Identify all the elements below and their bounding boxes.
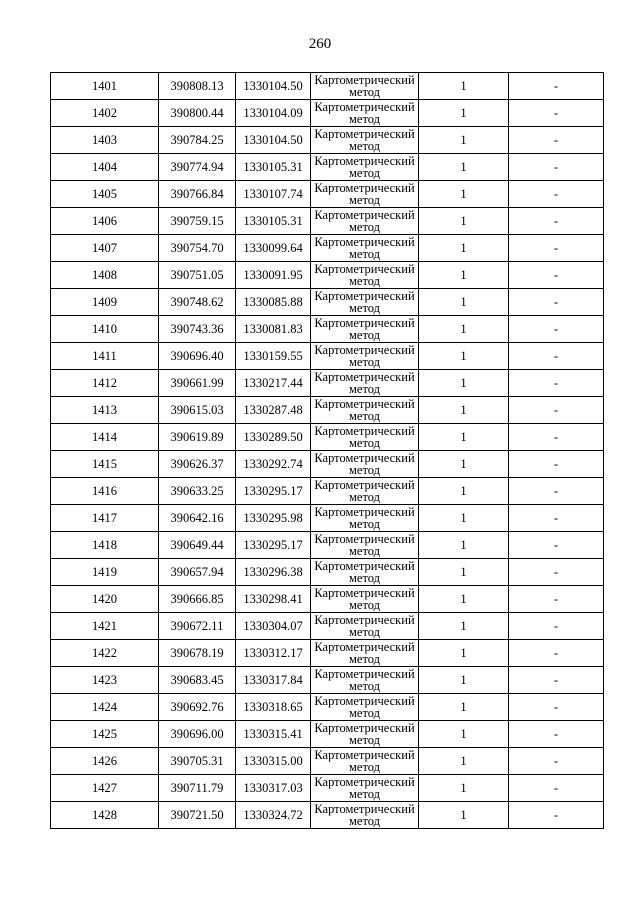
x-coordinate-cell: 390633.25 — [159, 478, 236, 505]
x-coordinate-cell: 390751.05 — [159, 262, 236, 289]
y-coordinate-cell: 1330295.17 — [236, 478, 311, 505]
x-coordinate-cell: 390808.13 — [159, 73, 236, 100]
y-coordinate-cell: 1330107.74 — [236, 181, 311, 208]
note-cell: - — [509, 586, 604, 613]
x-coordinate-cell: 390754.70 — [159, 235, 236, 262]
point-number-cell: 1416 — [51, 478, 159, 505]
method-line-1: Картометрический — [314, 208, 415, 222]
x-coordinate-cell: 390800.44 — [159, 100, 236, 127]
accuracy-cell: 1 — [419, 478, 509, 505]
point-number-cell: 1426 — [51, 748, 159, 775]
method-line-1: Картометрический — [314, 424, 415, 438]
method-line-1: Картометрический — [314, 586, 415, 600]
point-number-cell: 1423 — [51, 667, 159, 694]
note-cell: - — [509, 613, 604, 640]
accuracy-cell: 1 — [419, 775, 509, 802]
accuracy-cell: 1 — [419, 748, 509, 775]
method-cell — [311, 424, 419, 451]
table-row — [51, 640, 604, 667]
x-coordinate-cell: 390678.19 — [159, 640, 236, 667]
x-coordinate-cell: 390784.25 — [159, 127, 236, 154]
y-coordinate-cell: 1330289.50 — [236, 424, 311, 451]
table-row — [51, 100, 604, 127]
method-line-2: метод — [348, 598, 380, 612]
method-line-1: Картометрический — [314, 370, 415, 384]
method-line-1: Картометрический — [314, 667, 415, 681]
note-cell: - — [509, 640, 604, 667]
note-cell: - — [509, 100, 604, 127]
method-line-2: метод — [348, 112, 380, 126]
y-coordinate-cell: 1330304.07 — [236, 613, 311, 640]
method-cell — [311, 478, 419, 505]
method-cell — [311, 127, 419, 154]
y-coordinate-cell: 1330099.64 — [236, 235, 311, 262]
accuracy-cell: 1 — [419, 127, 509, 154]
method-line-2: метод — [348, 301, 380, 315]
method-line-1: Картометрический — [314, 127, 415, 141]
method-line-1: Картометрический — [314, 451, 415, 465]
y-coordinate-cell: 1330105.31 — [236, 154, 311, 181]
method-cell — [311, 181, 419, 208]
y-coordinate-cell: 1330318.65 — [236, 694, 311, 721]
y-coordinate-cell: 1330217.44 — [236, 370, 311, 397]
note-cell: - — [509, 262, 604, 289]
method-line-1: Картометрический — [314, 559, 415, 573]
y-coordinate-cell: 1330159.55 — [236, 343, 311, 370]
note-cell: - — [509, 451, 604, 478]
method-line-2: метод — [348, 490, 380, 504]
table-row — [51, 343, 604, 370]
method-line-2: метод — [348, 787, 380, 801]
table-row — [51, 748, 604, 775]
method-cell — [311, 370, 419, 397]
table-row — [51, 451, 604, 478]
method-line-2: метод — [348, 652, 380, 666]
method-cell — [311, 73, 419, 100]
note-cell: - — [509, 181, 604, 208]
accuracy-cell: 1 — [419, 397, 509, 424]
x-coordinate-cell: 390666.85 — [159, 586, 236, 613]
method-line-1: Картометрический — [314, 154, 415, 168]
note-cell: - — [509, 721, 604, 748]
point-number-cell: 1404 — [51, 154, 159, 181]
note-cell: - — [509, 505, 604, 532]
method-cell — [311, 694, 419, 721]
method-cell — [311, 613, 419, 640]
y-coordinate-cell: 1330315.00 — [236, 748, 311, 775]
y-coordinate-cell: 1330312.17 — [236, 640, 311, 667]
point-number-cell: 1402 — [51, 100, 159, 127]
method-line-1: Картометрический — [314, 235, 415, 249]
method-cell — [311, 289, 419, 316]
table-row — [51, 694, 604, 721]
x-coordinate-cell: 390642.16 — [159, 505, 236, 532]
method-line-2: метод — [348, 193, 380, 207]
y-coordinate-cell: 1330292.74 — [236, 451, 311, 478]
x-coordinate-cell: 390766.84 — [159, 181, 236, 208]
note-cell: - — [509, 802, 604, 829]
table-row — [51, 505, 604, 532]
note-cell: - — [509, 208, 604, 235]
method-line-1: Картометрический — [314, 775, 415, 789]
table-row — [51, 262, 604, 289]
point-number-cell: 1408 — [51, 262, 159, 289]
y-coordinate-cell: 1330295.17 — [236, 532, 311, 559]
method-line-2: метод — [348, 463, 380, 477]
point-number-cell: 1425 — [51, 721, 159, 748]
accuracy-cell: 1 — [419, 235, 509, 262]
table-body — [51, 73, 604, 829]
point-number-cell: 1405 — [51, 181, 159, 208]
y-coordinate-cell: 1330315.41 — [236, 721, 311, 748]
method-cell — [311, 100, 419, 127]
accuracy-cell: 1 — [419, 73, 509, 100]
method-cell — [311, 397, 419, 424]
method-line-2: метод — [348, 274, 380, 288]
method-cell — [311, 505, 419, 532]
accuracy-cell: 1 — [419, 505, 509, 532]
method-line-1: Картометрический — [314, 397, 415, 411]
method-line-2: метод — [348, 139, 380, 153]
table-row — [51, 613, 604, 640]
table-row — [51, 586, 604, 613]
method-line-2: метод — [348, 409, 380, 423]
accuracy-cell: 1 — [419, 424, 509, 451]
table-row — [51, 424, 604, 451]
accuracy-cell: 1 — [419, 694, 509, 721]
note-cell: - — [509, 559, 604, 586]
y-coordinate-cell: 1330091.95 — [236, 262, 311, 289]
method-line-1: Картометрический — [314, 262, 415, 276]
method-line-2: метод — [348, 706, 380, 720]
accuracy-cell: 1 — [419, 613, 509, 640]
table-row — [51, 289, 604, 316]
method-line-2: метод — [348, 625, 380, 639]
point-number-cell: 1407 — [51, 235, 159, 262]
method-line-2: метод — [348, 220, 380, 234]
accuracy-cell: 1 — [419, 667, 509, 694]
point-number-cell: 1424 — [51, 694, 159, 721]
method-cell — [311, 586, 419, 613]
point-number-cell: 1419 — [51, 559, 159, 586]
point-number-cell: 1409 — [51, 289, 159, 316]
x-coordinate-cell: 390672.11 — [159, 613, 236, 640]
accuracy-cell: 1 — [419, 370, 509, 397]
note-cell: - — [509, 424, 604, 451]
method-cell — [311, 532, 419, 559]
method-line-2: метод — [348, 517, 380, 531]
method-line-2: метод — [348, 328, 380, 342]
method-line-2: метод — [348, 382, 380, 396]
method-line-1: Картометрический — [314, 532, 415, 546]
point-number-cell: 1410 — [51, 316, 159, 343]
table-row — [51, 181, 604, 208]
method-line-2: метод — [348, 544, 380, 558]
method-cell — [311, 640, 419, 667]
x-coordinate-cell: 390657.94 — [159, 559, 236, 586]
x-coordinate-cell: 390692.76 — [159, 694, 236, 721]
accuracy-cell: 1 — [419, 640, 509, 667]
x-coordinate-cell: 390774.94 — [159, 154, 236, 181]
point-number-cell: 1403 — [51, 127, 159, 154]
method-cell — [311, 343, 419, 370]
method-cell — [311, 235, 419, 262]
y-coordinate-cell: 1330317.84 — [236, 667, 311, 694]
note-cell: - — [509, 478, 604, 505]
method-cell — [311, 154, 419, 181]
method-line-1: Картометрический — [314, 802, 415, 816]
table-row — [51, 154, 604, 181]
method-line-1: Картометрический — [314, 289, 415, 303]
x-coordinate-cell: 390759.15 — [159, 208, 236, 235]
note-cell: - — [509, 694, 604, 721]
page-number: 260 — [308, 36, 332, 52]
method-line-2: метод — [348, 571, 380, 585]
y-coordinate-cell: 1330296.38 — [236, 559, 311, 586]
note-cell: - — [509, 127, 604, 154]
accuracy-cell: 1 — [419, 451, 509, 478]
note-cell: - — [509, 397, 604, 424]
method-cell — [311, 451, 419, 478]
y-coordinate-cell: 1330105.31 — [236, 208, 311, 235]
accuracy-cell: 1 — [419, 181, 509, 208]
accuracy-cell: 1 — [419, 343, 509, 370]
x-coordinate-cell: 390743.36 — [159, 316, 236, 343]
method-line-2: метод — [348, 355, 380, 369]
accuracy-cell: 1 — [419, 208, 509, 235]
table-row — [51, 397, 604, 424]
note-cell: - — [509, 154, 604, 181]
y-coordinate-cell: 1330317.03 — [236, 775, 311, 802]
point-number-cell: 1427 — [51, 775, 159, 802]
x-coordinate-cell: 390619.89 — [159, 424, 236, 451]
method-line-1: Картометрический — [314, 694, 415, 708]
method-line-1: Картометрический — [314, 721, 415, 735]
method-line-1: Картометрический — [314, 613, 415, 627]
accuracy-cell: 1 — [419, 154, 509, 181]
method-line-2: метод — [348, 85, 380, 99]
method-cell — [311, 262, 419, 289]
method-line-2: метод — [348, 436, 380, 450]
table-row — [51, 775, 604, 802]
method-line-2: метод — [348, 814, 380, 828]
note-cell: - — [509, 316, 604, 343]
method-line-2: метод — [348, 733, 380, 747]
note-cell: - — [509, 343, 604, 370]
point-number-cell: 1401 — [51, 73, 159, 100]
table-row — [51, 370, 604, 397]
y-coordinate-cell: 1330104.50 — [236, 127, 311, 154]
coordinates-table — [50, 72, 604, 829]
accuracy-cell: 1 — [419, 262, 509, 289]
x-coordinate-cell: 390748.62 — [159, 289, 236, 316]
note-cell: - — [509, 370, 604, 397]
x-coordinate-cell: 390649.44 — [159, 532, 236, 559]
x-coordinate-cell: 390626.37 — [159, 451, 236, 478]
x-coordinate-cell: 390705.31 — [159, 748, 236, 775]
note-cell: - — [509, 73, 604, 100]
method-cell — [311, 721, 419, 748]
table-row — [51, 73, 604, 100]
accuracy-cell: 1 — [419, 532, 509, 559]
y-coordinate-cell: 1330287.48 — [236, 397, 311, 424]
point-number-cell: 1406 — [51, 208, 159, 235]
table-row — [51, 532, 604, 559]
method-line-1: Картометрический — [314, 316, 415, 330]
method-line-1: Картометрический — [314, 505, 415, 519]
table-row — [51, 127, 604, 154]
y-coordinate-cell: 1330104.09 — [236, 100, 311, 127]
method-line-2: метод — [348, 760, 380, 774]
x-coordinate-cell: 390661.99 — [159, 370, 236, 397]
point-number-cell: 1421 — [51, 613, 159, 640]
table-row — [51, 235, 604, 262]
table-row — [51, 316, 604, 343]
method-line-2: метод — [348, 679, 380, 693]
method-line-1: Картометрический — [314, 343, 415, 357]
method-line-2: метод — [348, 247, 380, 261]
y-coordinate-cell: 1330298.41 — [236, 586, 311, 613]
method-line-1: Картометрический — [314, 478, 415, 492]
note-cell: - — [509, 532, 604, 559]
note-cell: - — [509, 289, 604, 316]
method-line-1: Картометрический — [314, 73, 415, 87]
y-coordinate-cell: 1330295.98 — [236, 505, 311, 532]
note-cell: - — [509, 775, 604, 802]
method-line-1: Картометрический — [314, 640, 415, 654]
method-line-1: Картометрический — [314, 100, 415, 114]
y-coordinate-cell: 1330081.83 — [236, 316, 311, 343]
note-cell: - — [509, 235, 604, 262]
x-coordinate-cell: 390696.00 — [159, 721, 236, 748]
method-cell — [311, 208, 419, 235]
note-cell: - — [509, 748, 604, 775]
accuracy-cell: 1 — [419, 289, 509, 316]
x-coordinate-cell: 390711.79 — [159, 775, 236, 802]
accuracy-cell: 1 — [419, 316, 509, 343]
table-row — [51, 802, 604, 829]
y-coordinate-cell: 1330085.88 — [236, 289, 311, 316]
point-number-cell: 1422 — [51, 640, 159, 667]
accuracy-cell: 1 — [419, 559, 509, 586]
y-coordinate-cell: 1330104.50 — [236, 73, 311, 100]
method-cell — [311, 775, 419, 802]
method-line-2: метод — [348, 166, 380, 180]
table-row — [51, 721, 604, 748]
method-cell — [311, 748, 419, 775]
method-cell — [311, 667, 419, 694]
x-coordinate-cell: 390683.45 — [159, 667, 236, 694]
accuracy-cell: 1 — [419, 802, 509, 829]
method-cell — [311, 559, 419, 586]
table-row — [51, 208, 604, 235]
point-number-cell: 1417 — [51, 505, 159, 532]
point-number-cell: 1411 — [51, 343, 159, 370]
accuracy-cell: 1 — [419, 100, 509, 127]
accuracy-cell: 1 — [419, 586, 509, 613]
x-coordinate-cell: 390615.03 — [159, 397, 236, 424]
point-number-cell: 1420 — [51, 586, 159, 613]
point-number-cell: 1412 — [51, 370, 159, 397]
point-number-cell: 1415 — [51, 451, 159, 478]
accuracy-cell: 1 — [419, 721, 509, 748]
point-number-cell: 1428 — [51, 802, 159, 829]
x-coordinate-cell: 390721.50 — [159, 802, 236, 829]
table-row — [51, 559, 604, 586]
method-line-1: Картометрический — [314, 181, 415, 195]
point-number-cell: 1414 — [51, 424, 159, 451]
x-coordinate-cell: 390696.40 — [159, 343, 236, 370]
y-coordinate-cell: 1330324.72 — [236, 802, 311, 829]
point-number-cell: 1413 — [51, 397, 159, 424]
method-line-1: Картометрический — [314, 748, 415, 762]
point-number-cell: 1418 — [51, 532, 159, 559]
method-cell — [311, 316, 419, 343]
table-row — [51, 478, 604, 505]
table-row — [51, 667, 604, 694]
note-cell: - — [509, 667, 604, 694]
method-cell — [311, 802, 419, 829]
